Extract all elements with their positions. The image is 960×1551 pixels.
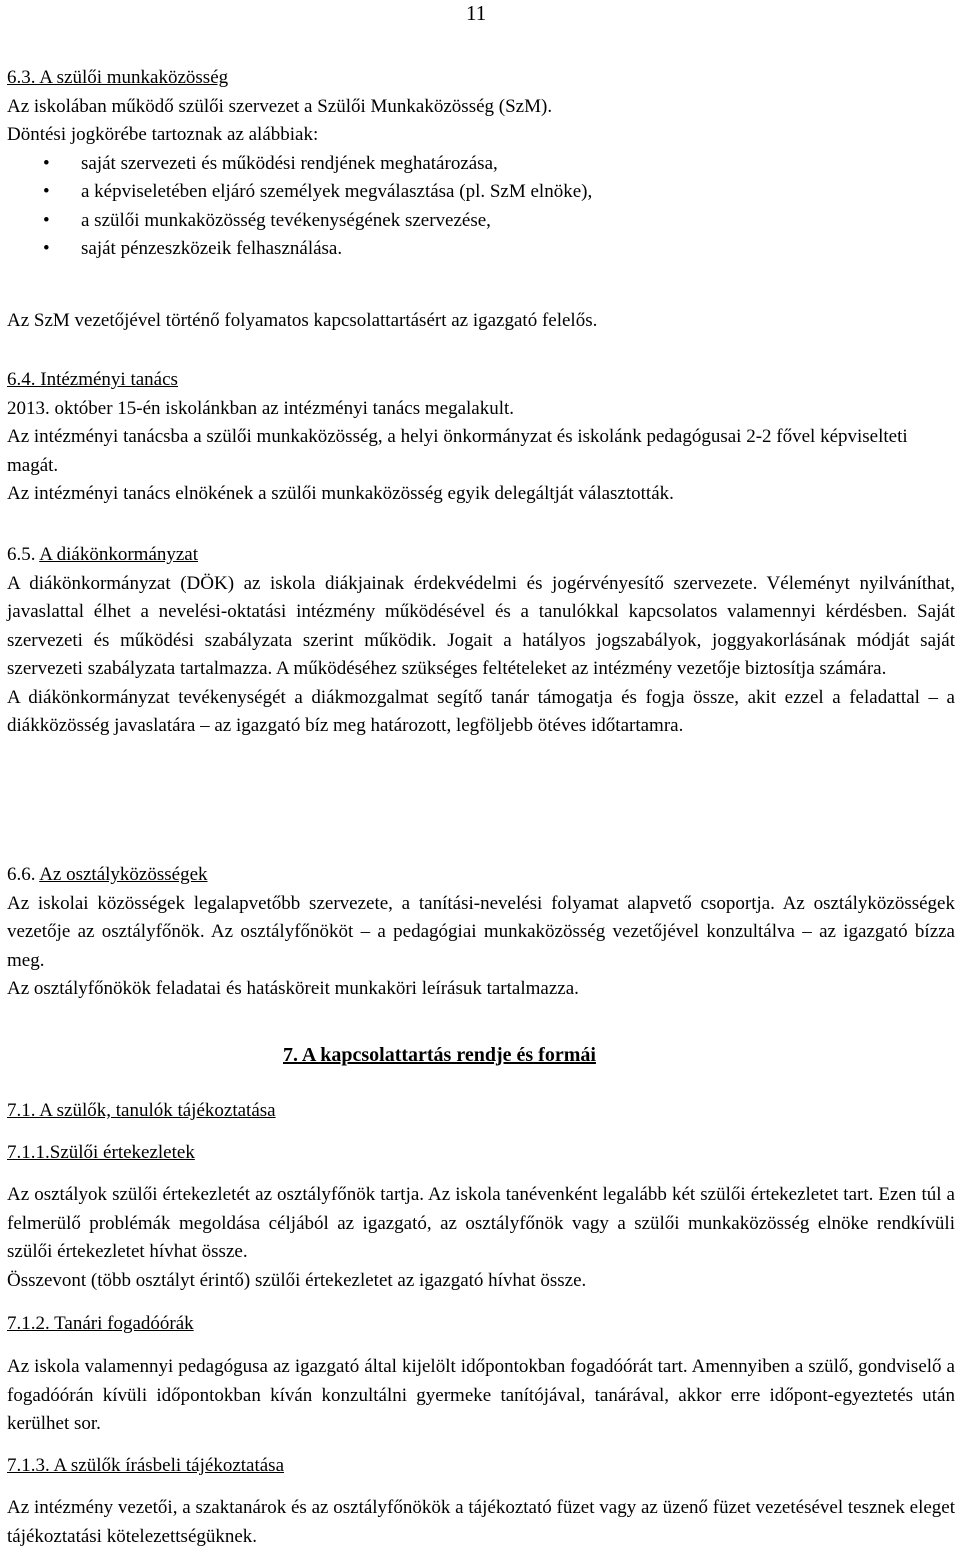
section-7-1-2 bbox=[7, 1353, 955, 1439]
section-title-text: A diákönkormányzat bbox=[39, 544, 199, 565]
section-title-text: 7.1. A szülők, tanulók tájékoztatása bbox=[7, 1100, 276, 1121]
paragraph: Összevont (több osztályt érintő) szülői értekezletet az igazgató hívhat össze. bbox=[7, 1269, 587, 1291]
section-7-1-1 bbox=[7, 1181, 955, 1295]
paragraph: Az osztályfőnökök feladatai és hatásköreit munkaköri leírásuk tartalmazza. bbox=[7, 978, 579, 999]
section-6-5 bbox=[7, 541, 955, 741]
section-title-text: 7.1.2. Tanári fogadóórák bbox=[7, 1313, 194, 1334]
section-title bbox=[7, 1310, 955, 1339]
section-6-6 bbox=[7, 861, 955, 1004]
list-item: • a szülői munkaközösség tevékenységének szervezése, bbox=[7, 207, 955, 236]
section-7-1 bbox=[7, 1097, 955, 1126]
section-title-text: 6.3. A szülői munkaközösség bbox=[7, 67, 229, 88]
section-7-1-1-title bbox=[7, 1139, 955, 1168]
bullet-list bbox=[7, 150, 955, 264]
section-6-3 bbox=[7, 64, 955, 264]
section-title-text: 7.1.1.Szülői értekezletek bbox=[7, 1142, 195, 1163]
page-number: 11 bbox=[466, 1, 487, 25]
paragraph: A diákönkormányzat (DÖK) az iskola diákjainak érdekvédelmi és jogérvényesítő szervezete. Véleményt nyilváníthat, javaslattal élhet a nevelési-oktatási intézmény működésével és a tanulókkal kapcsolatos valamennyi kérdésben. Saját szervezeti és működési szabályzata szerint működik. Jogait a hatályos jogszabályok, joggyakorlásának módját saját szervezeti szabályzata tartalmazza. A működéséhez szükséges feltételeket az intézmény vezetője biztosítja számára. bbox=[7, 572, 955, 679]
paragraph: Az osztályok szülői értekezletét az osztályfőnök tartja. Az iskola tanévenként legalább két szülői értekezletet tart. Ezen túl a felmerülő problémák megoldása céljából az igazgató, az osztályfőnök vagy a szülői munkaközösség elnöke rendkívüli szülői értekezletet hívhat össze. bbox=[7, 1184, 955, 1262]
list-item: • saját szervezeti és működési rendjének meghatározása, bbox=[7, 150, 955, 179]
section-title bbox=[7, 366, 955, 395]
section-number: 6.6. bbox=[7, 864, 40, 885]
section-title bbox=[7, 64, 955, 93]
section-title bbox=[7, 861, 955, 890]
paragraph: Döntési jogkörébe tartoznak az alábbiak: bbox=[7, 124, 319, 145]
section-title bbox=[7, 1452, 955, 1481]
paragraph: Az intézmény vezetői, a szaktanárok és az osztályfőnökök a tájékoztató füzet vagy az üzenő füzet vezetésével tesznek eleget tájékoztatási kötelezettségüknek. bbox=[7, 1497, 955, 1547]
section-title bbox=[7, 1139, 955, 1168]
section-number: 6.5. bbox=[7, 544, 40, 565]
paragraph: Az intézményi tanács elnökének a szülői munkaközösség egyik delegáltját választották. bbox=[7, 483, 674, 504]
list-item: • a képviseletében eljáró személyek megválasztása (pl. SzM elnöke), bbox=[7, 178, 955, 207]
chapter-title: 7. A kapcsolattartás rendje és formái bbox=[283, 1044, 596, 1066]
section-title-text: 7.1.3. A szülők írásbeli tájékoztatása bbox=[7, 1455, 285, 1476]
section-6-4 bbox=[7, 366, 955, 509]
paragraph: Az iskola valamennyi pedagógusa az igazgató által kijelölt időpontokban fogadóórát tart. Amennyiben a szülő, gondviselő a fogadóórán kívüli időpontokban kíván konzultálni gyermeke tanítójával, tanárával, akkor erre időpont-egyeztetés után kerülhet sor. bbox=[7, 1356, 955, 1434]
paragraph: 2013. október 15-én iskolánkban az intézményi tanács megalakult. bbox=[7, 397, 515, 419]
section-title bbox=[7, 1097, 955, 1126]
section-7-1-3 bbox=[7, 1494, 955, 1551]
section-title-text: Az osztályközösségek bbox=[39, 864, 208, 885]
list-item: • saját pénzeszközeik felhasználása. bbox=[7, 235, 955, 264]
section-7-1-3-title bbox=[7, 1452, 955, 1481]
section-title-text: 6.4. Intézményi tanács bbox=[7, 369, 178, 390]
section-7-1-2-title bbox=[7, 1310, 955, 1339]
paragraph: A diákönkormányzat tevékenységét a diákmozgalmat segítő tanár támogatja és fogja össze, akit ezzel a feladattal – a diákközösség javaslatára – az igazgató bíz meg határozott, legföljebb ötéves időtartamra. bbox=[7, 686, 955, 736]
paragraph: Az iskolai közösségek legalapvetőbb szervezete, a tanítási-nevelési folyamat alapvető csoportja. Az osztályközösségek vezetője az osztályfőnök. Az osztályfőnököt – a pedagógiai munkaközösség vezetőjével konzultálva – az igazgató bízza meg. bbox=[7, 892, 955, 971]
paragraph: Az iskolában működő szülői szervezet a Szülői Munkaközösség (SzM). bbox=[7, 95, 553, 117]
section-6-3-note bbox=[7, 307, 955, 336]
paragraph: Az SzM vezetőjével történő folyamatos kapcsolattartásért az igazgató felelős. bbox=[7, 310, 598, 331]
paragraph: Az intézményi tanácsba a szülői munkaközösség, a helyi önkormányzat és iskolánk pedagógusai 2-2 fővel képviselteti magát. bbox=[7, 426, 908, 476]
section-title bbox=[7, 541, 955, 570]
